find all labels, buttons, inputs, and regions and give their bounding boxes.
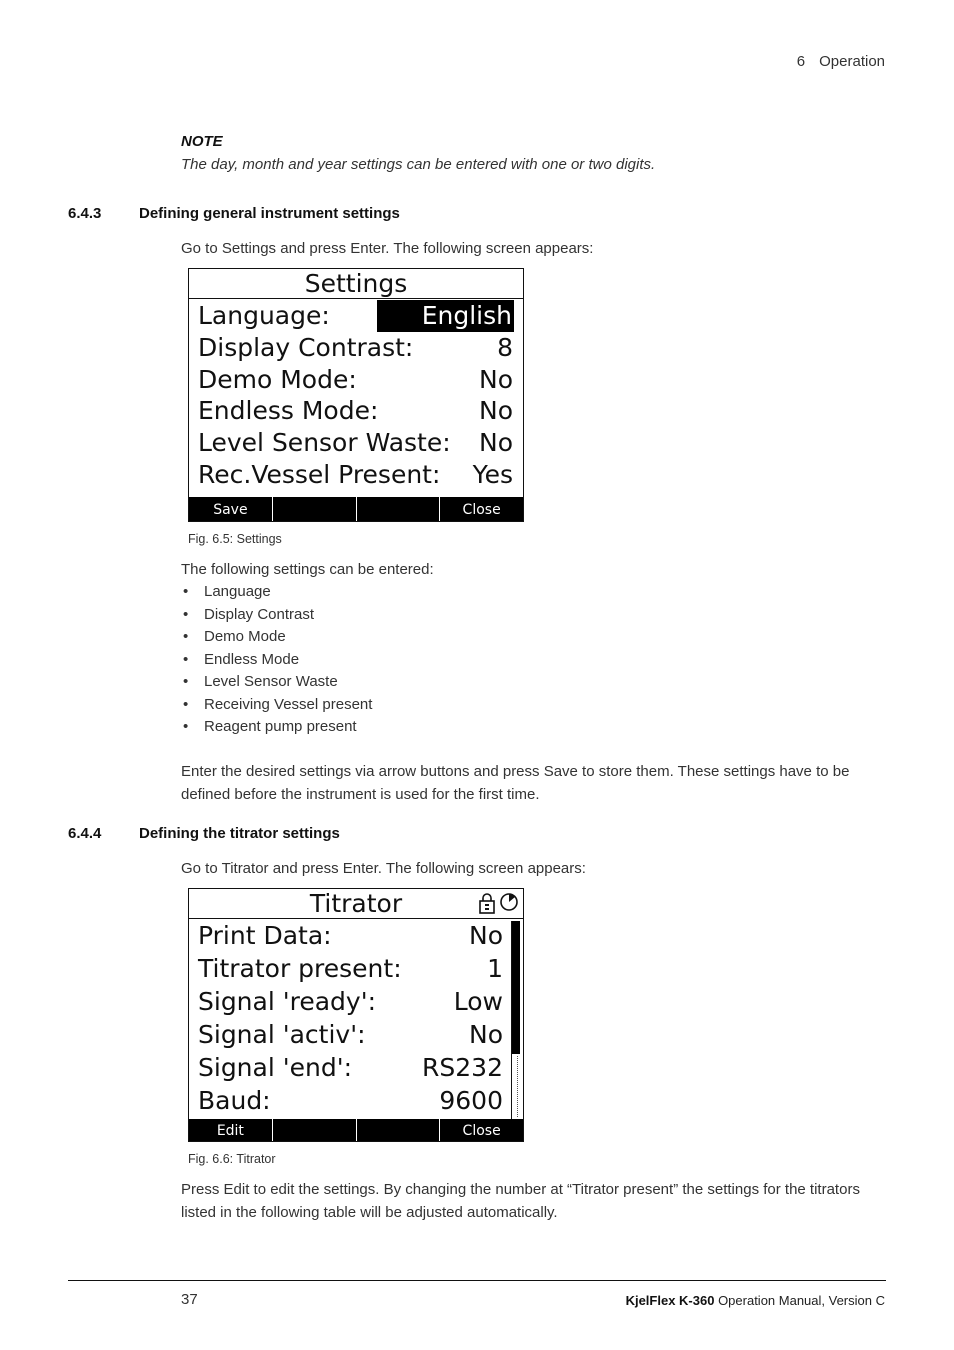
screen-row-label: Signal 'activ': [198,1020,366,1049]
scrollbar-track [517,1056,518,1117]
bullet-icon: • [183,583,189,600]
list-item [181,716,372,739]
chapter-number: 6 [796,53,806,70]
softkey-bar [189,497,523,521]
titrator-screen [188,888,524,1142]
footer-divider [68,1280,886,1281]
section-number: 6.4.4 [68,825,102,842]
scrollbar-thumb [512,921,520,1054]
screen-row-value: Yes [472,460,513,489]
settings-intro: Go to Settings and press Enter. The following screen appears: [181,240,594,257]
list-item-text: Display Contrast [204,605,315,623]
screen-row-value: 1 [487,954,503,983]
screen-status-icons [478,892,519,914]
bullet-icon: • [183,718,189,735]
settings-list [181,581,372,739]
list-item [181,671,372,694]
close-softkey: Close [439,497,523,521]
titrator-intro: Go to Titrator and press Enter. The following screen appears: [181,860,586,877]
list-item-text: Reagent pump present [204,718,357,735]
save-softkey: Save [213,502,248,518]
bullet-icon: • [183,628,189,645]
list-item [181,649,372,672]
clock-icon [499,892,519,912]
note-title: NOTE [181,133,223,150]
screen-row-label: Language: [198,301,330,330]
screen-title: Titrator [189,889,523,919]
edit-softkey: Edit [216,1123,244,1139]
screen-scrollbar [511,921,520,1121]
chapter-title: Operation [819,53,885,70]
softkey-bar [189,1119,523,1141]
list-intro: The following settings can be entered: [181,561,434,578]
screen-row-value: 8 [497,333,513,362]
document-name: Operation Manual, Version C [714,1293,885,1308]
bullet-icon: • [183,605,189,623]
screen-row-label: Display Contrast: [198,333,414,362]
figure-caption: Fig. 6.6: Titrator [188,1152,276,1166]
screen-row-label: Signal 'end': [198,1053,353,1082]
screen-row-value: Low [453,987,503,1016]
screen-row-value-selected: English [377,300,514,332]
screen-row-value: No [479,365,513,394]
screen-title: Settings [189,269,523,299]
list-item-text: Receiving Vessel present [204,695,373,713]
list-item-text: Endless Mode [204,650,300,668]
screen-row-label: Print Data: [198,921,332,950]
blank-softkey [272,497,356,521]
list-item [181,581,372,604]
screen-row-value: No [469,1020,503,1049]
section-title: Defining the titrator settings [139,825,340,842]
list-item-text: Language [204,583,271,600]
section-title: Defining general instrument settings [139,205,400,222]
list-item [181,604,372,627]
note-text: The day, month and year settings can be entered with one or two digits. [181,156,656,173]
blank-softkey [356,497,440,521]
screen-row-value: 9600 [439,1086,503,1115]
bullet-icon: • [183,650,189,668]
settings-screen [188,268,524,522]
screen-row-value: RS232 [422,1053,503,1082]
figure-caption: Fig. 6.5: Settings [188,532,282,546]
product-name: KjelFlex K-360 [625,1293,715,1308]
screen-row-value: No [469,921,503,950]
screen-row-value: No [479,428,513,457]
close-softkey: Close [439,1119,523,1141]
blank-softkey [272,1119,356,1141]
screen-row-value: No [479,396,513,425]
screen-row-label: Level Sensor Waste: [198,428,451,457]
list-item-text: Demo Mode [204,628,286,645]
settings-closing-paragraph: Enter the desired settings via arrow buttons and press Save to store them. These settings have to be defined before the instrument is used for the first time. [181,763,850,803]
section-number: 6.4.3 [68,205,102,222]
list-item [181,694,372,717]
list-item-text: Level Sensor Waste [204,673,338,690]
titrator-closing-paragraph: Press Edit to edit the settings. By changing the number at “Titrator present” the settings for the titrators listed in the following table will be adjusted automatically. [181,1181,860,1221]
screen-row-label: Rec.Vessel Present: [198,460,441,489]
screen-row-label: Titrator present: [198,954,402,983]
blank-softkey [356,1119,440,1141]
list-item [181,626,372,649]
lock-icon [478,892,496,914]
bullet-icon: • [183,695,189,713]
page-header [797,53,885,70]
screen-row-label: Signal 'ready': [198,987,377,1016]
screen-row-label: Demo Mode: [198,365,357,394]
screen-row-label: Baud: [198,1086,271,1115]
bullet-icon: • [183,673,189,690]
footer-document-title [626,1293,885,1308]
screen-row-label: Endless Mode: [198,396,379,425]
page-number: 37 [181,1291,198,1308]
